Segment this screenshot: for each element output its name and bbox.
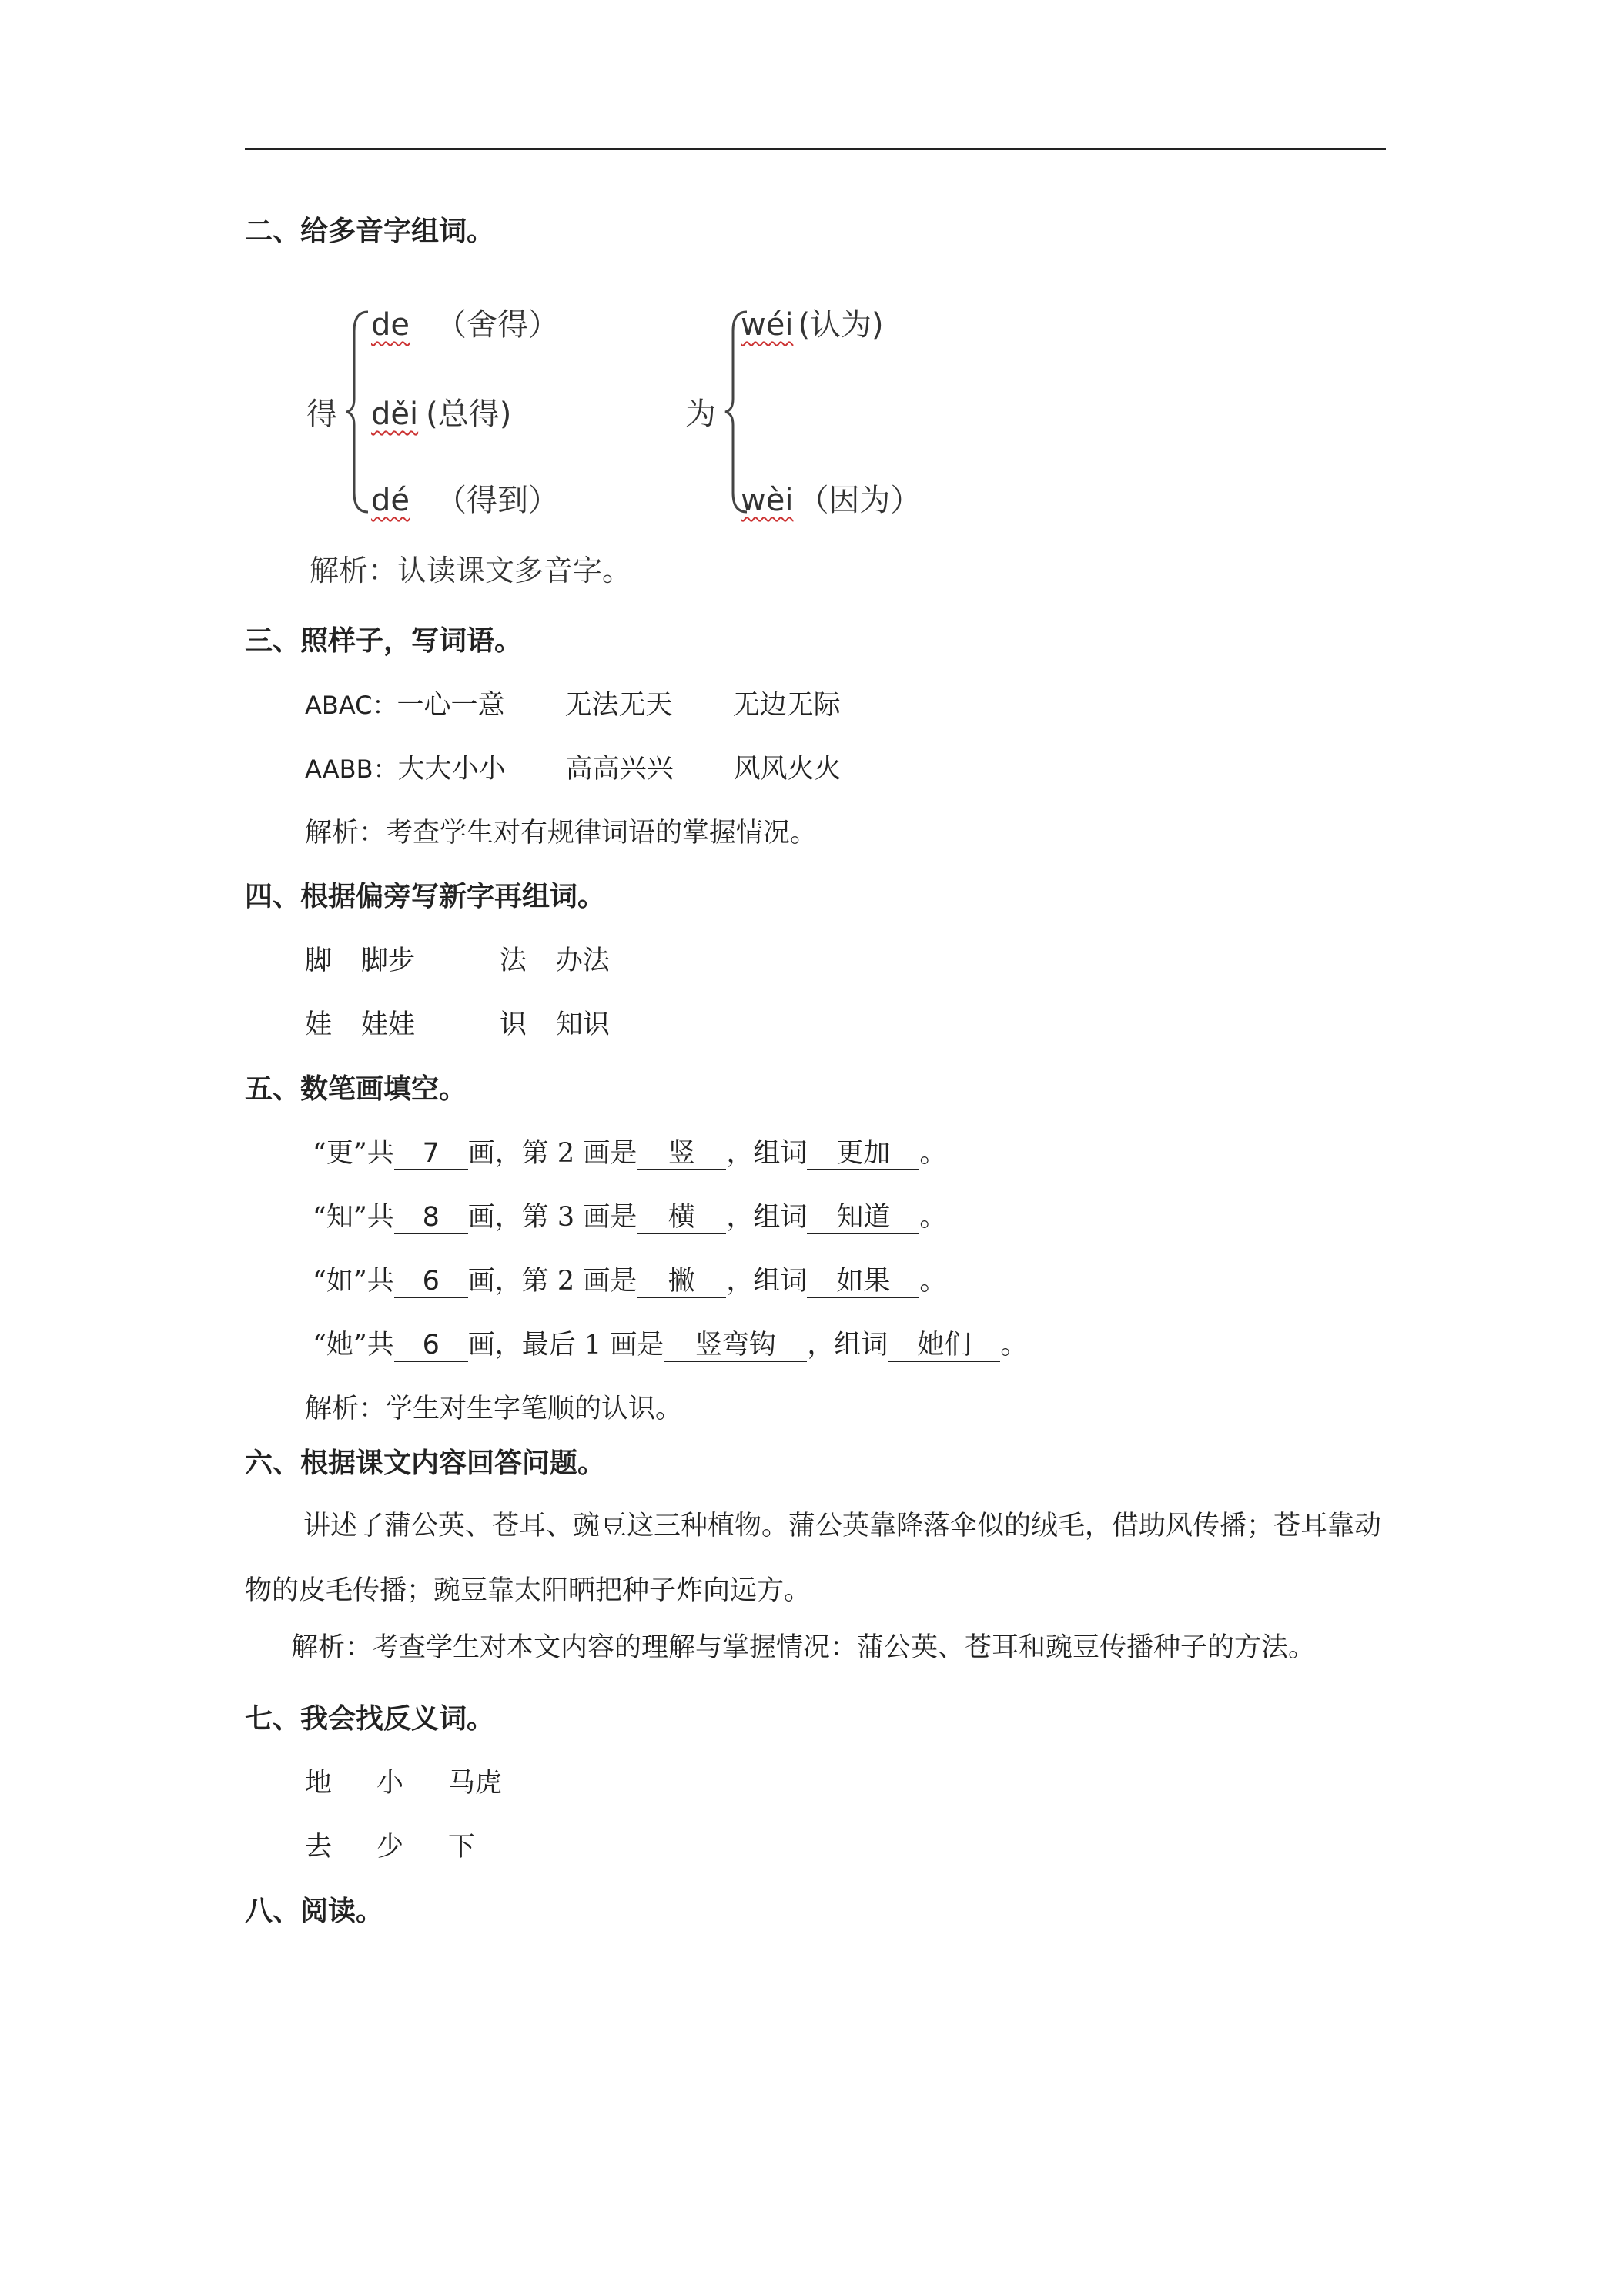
section-6-title: 六、根据课文内容回答问题。 [245,1448,606,1479]
antonym-row-2: 去 少 下 [305,1832,476,1863]
de-item-3: dé （得到） [371,483,559,518]
section-8-title: 八、阅读。 [245,1896,384,1927]
section-7-title: 七、我会找反义词。 [245,1703,495,1735]
char-de: 得 [306,397,337,432]
section-5-analysis: 解析：学生对生字笔顺的认识。 [305,1394,683,1424]
de-item-1: de （舍得） [371,307,559,343]
char-wei: 为 [685,397,716,432]
abac-row: ABAC：一心一意 无法无天 无边无际 [305,690,841,721]
section-4-title: 四、根据偏旁写新字再组词。 [245,881,606,912]
header-rule [245,148,1386,150]
wei-item-1: wéi (认为) [741,307,884,343]
stroke-row-2: “知”共 8 画，第 3 画是 横 ，组词 知道 。 [313,1202,947,1233]
aabb-row: AABB：大大小小 高高兴兴 风风火火 [305,754,842,785]
section-6-analysis: 解析：考查学生对本文内容的理解与掌握情况：蒲公英、苍耳和豌豆传播种子的方法。 [291,1632,1316,1663]
stroke-row-1: “更”共 7 画，第 2 画是 竖 ，组词 更加 。 [313,1138,947,1169]
de-item-2: děi (总得) [371,397,512,432]
radical-row-2: 娃 娃娃 识 知识 [305,1009,611,1040]
section-3-analysis: 解析：考查学生对有规律词语的掌握情况。 [305,818,818,848]
stroke-row-3: “如”共 6 画，第 2 画是 撇 ，组词 如果 。 [313,1266,947,1297]
radical-row-1: 脚 脚步 法 办法 [305,946,611,976]
section-3-title: 三、照样子，写词语。 [245,625,523,657]
section-2-analysis: 解析：认读课文多音字。 [310,554,632,587]
section-6-answer: 讲述了蒲公英、苍耳、豌豆这三种植物。蒲公英靠降落伞似的绒毛，借助风传播；苍耳靠动物的皮毛传播；豌豆靠太阳晒把种子炸向远方。 [245,1511,1382,1606]
section-5-title: 五、数笔画填空。 [245,1073,467,1105]
stroke-row-4: “她”共 6 画，最后 1 画是 竖弯钩 ，组词 她们 。 [313,1330,1028,1361]
wei-item-2: wèi （因为） [741,483,922,518]
antonym-row-1: 地 小 马虎 [305,1768,503,1799]
section-2-title: 二、给多音字组词。 [245,216,495,247]
brace-de [345,308,373,516]
